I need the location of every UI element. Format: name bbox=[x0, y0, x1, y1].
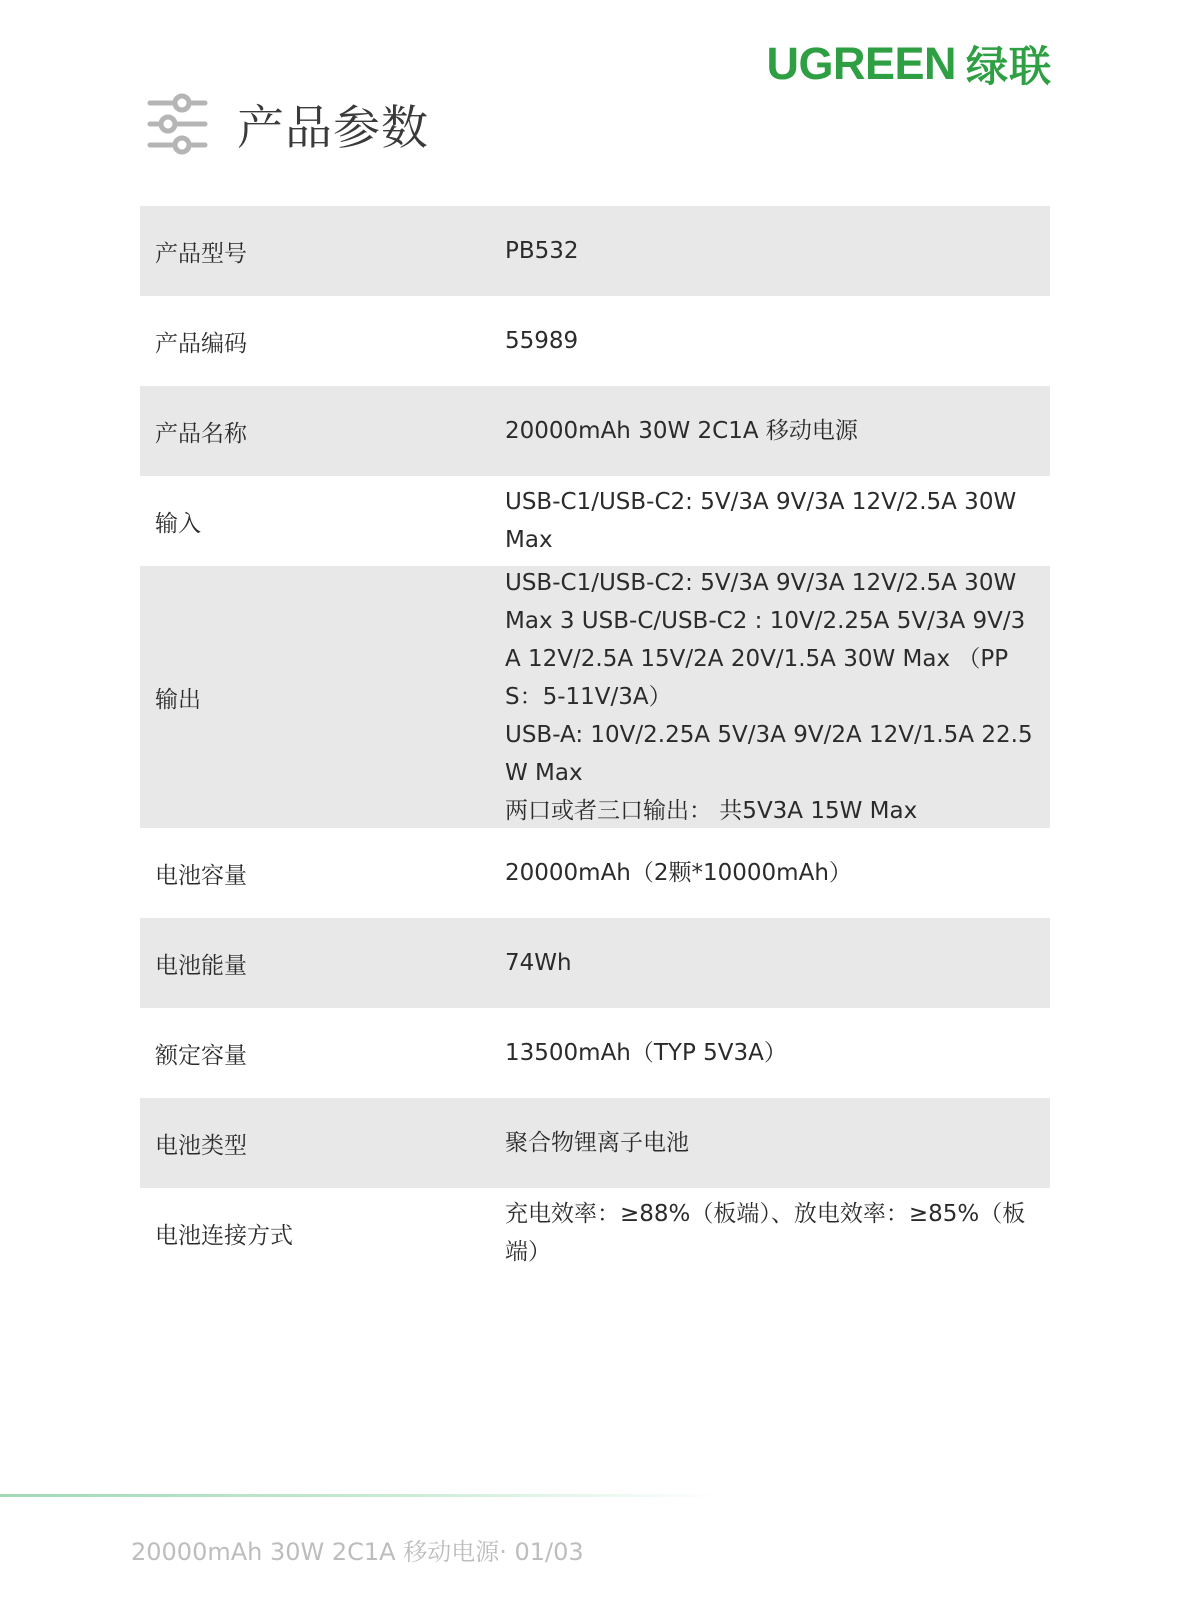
spec-row bbox=[140, 476, 1050, 566]
brand-name-cn: 绿联 bbox=[965, 43, 1052, 90]
spec-value bbox=[505, 322, 1050, 360]
spec-label: 电池类型 bbox=[155, 1132, 247, 1159]
spec-value bbox=[505, 232, 1050, 270]
spec-label: 电池容量 bbox=[155, 862, 247, 889]
spec-table bbox=[140, 206, 1050, 1278]
spec-label: 产品名称 bbox=[155, 420, 247, 447]
spec-label: 额定容量 bbox=[155, 1042, 247, 1069]
spec-value-line: 两口或者三口输出： 共5V3A 15W Max bbox=[505, 798, 918, 824]
spec-row bbox=[140, 1008, 1050, 1098]
spec-row bbox=[140, 1098, 1050, 1188]
spec-value bbox=[505, 944, 1050, 982]
spec-row bbox=[140, 828, 1050, 918]
spec-row bbox=[140, 566, 1050, 828]
spec-value-line: 13500mAh（TYP 5V3A） bbox=[505, 1040, 787, 1066]
spec-value bbox=[505, 412, 1050, 450]
brand-name-en: UGREEN bbox=[766, 38, 956, 89]
spec-value-line: 20000mAh 30W 2C1A 移动电源 bbox=[505, 418, 858, 444]
spec-value bbox=[505, 854, 1050, 892]
spec-value bbox=[505, 564, 1050, 830]
page-title: 产品参数 bbox=[237, 100, 429, 156]
spec-label: 输出 bbox=[155, 686, 201, 713]
spec-label: 产品编码 bbox=[155, 330, 247, 357]
spec-value-line: 55989 bbox=[505, 328, 579, 354]
spec-value-line: USB-C1/USB-C2: 5V/3A 9V/3A 12V/2.5A 30W Max bbox=[505, 489, 1017, 553]
sliders-icon bbox=[147, 93, 209, 155]
spec-value-line: USB-C1/USB-C2: 5V/3A 9V/3A 12V/2.5A 30W Max 3 USB-C/USB-C2 : 10V/2.25A 5V/3A 9V/3A 12V/2.5A 15V/2A 20V/1.5A 30W Max （PPS：5-11V/3A） bbox=[505, 570, 1026, 710]
spec-value-line: 聚合物锂离子电池 bbox=[505, 1130, 689, 1156]
spec-label: 产品型号 bbox=[155, 240, 247, 267]
spec-value bbox=[505, 483, 1050, 559]
spec-label: 电池连接方式 bbox=[155, 1222, 293, 1249]
spec-row bbox=[140, 206, 1050, 296]
footer-divider bbox=[0, 1494, 720, 1497]
spec-row bbox=[140, 296, 1050, 386]
spec-value bbox=[505, 1034, 1050, 1072]
spec-value-line: PB532 bbox=[505, 238, 579, 264]
spec-label: 输入 bbox=[155, 510, 201, 537]
spec-value-line: 充电效率：≥88%（板端）、放电效率：≥85%（板端） bbox=[505, 1201, 1026, 1265]
spec-value bbox=[505, 1195, 1050, 1271]
footer-caption: 20000mAh 30W 2C1A 移动电源· 01/03 bbox=[131, 1538, 584, 1566]
spec-value bbox=[505, 1124, 1050, 1162]
brand-logo bbox=[766, 38, 1052, 90]
spec-row bbox=[140, 386, 1050, 476]
spec-label: 电池能量 bbox=[155, 952, 247, 979]
spec-value-line: 20000mAh（2颗*10000mAh） bbox=[505, 860, 852, 886]
spec-row bbox=[140, 1188, 1050, 1278]
spec-row bbox=[140, 918, 1050, 1008]
spec-value-line: USB-A: 10V/2.25A 5V/3A 9V/2A 12V/1.5A 22.5W Max bbox=[505, 722, 1033, 786]
spec-value-line: 74Wh bbox=[505, 950, 572, 976]
section-heading bbox=[147, 88, 429, 160]
